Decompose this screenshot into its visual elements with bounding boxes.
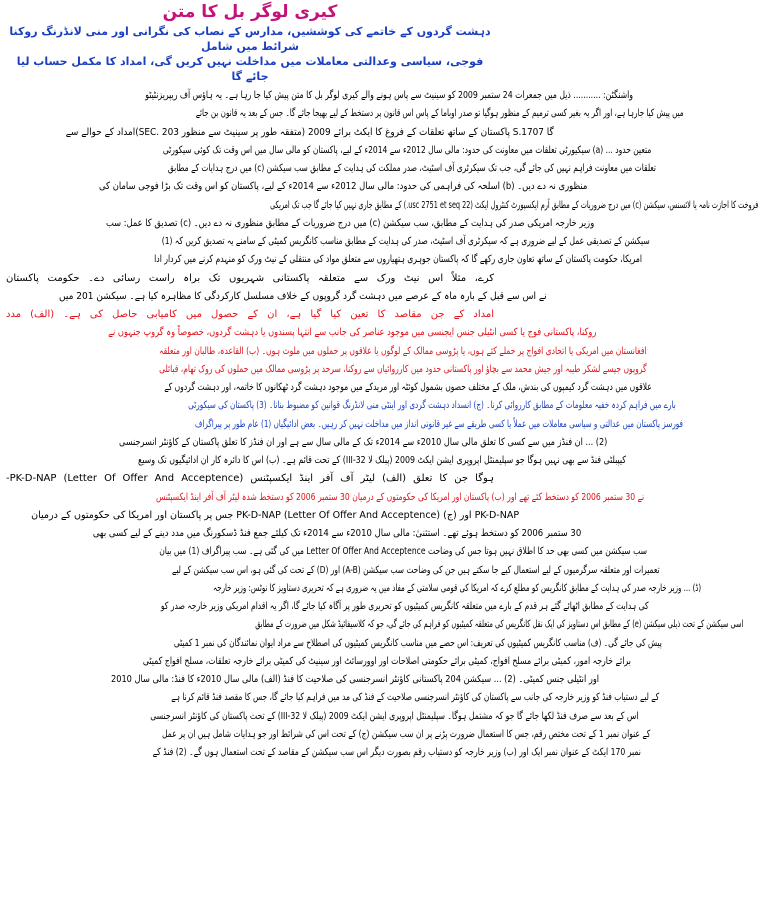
body-line [6,306,494,324]
body-line-text [174,635,662,653]
body-line-text [188,397,676,415]
body-text-segment: نے اس سے قبل کے بارہ ماہ کے عرصے میں دہشت گرد گروپوں کے خلاف مسلسل کارکردگی کا مظاہرہ کیا ہے۔ سیکشن 201 میں [58,290,547,302]
body-text-segment: (ڈ) ... وزیر خارجہ صدر کی ہدایت کے مطابق کانگریس کو مطلع کرے کہ امریکا کی قومی سلامتی کے مفاد میں یہ ضروری ہے کہ تحریری دستاویز کا نوٹس: وزیر خارجہ [213,582,702,594]
body-line [6,489,645,507]
body-line-text [106,215,594,233]
body-line [6,562,660,580]
body-line [6,288,547,306]
page-title: کیری لوگر بل کا متن [162,2,338,22]
body-text-segment: فروخت کا اجازت نامہ یا لائسنس، سیکشن (c) میں درج ضروریات کے مطابق آرم ایکسپورٹ کنٹرول ایکٹ (22 usc 2751 et seq.) کے مطابق جاری نہیں کیا جائے گا جب تک امریکی [270,199,758,211]
body-line [6,525,582,543]
body-line-text [159,543,647,561]
body-text-segment: فورسز پاکستان میں عدالتی و سیاسی معاملات میں عملاً یا کسی طریقے سے غیر قانونی انداز میں مداخلت نہیں کر رہیں۔ بعض ادائیگیاں (1) عام طور پر پیراگراف [194,418,683,430]
body-text-segment: (2) ... ان فنڈز میں سے کسی کا تعلق مالی سال 2010ء سے 2014ء تک کے مالی سال سے ہے اور ان فنڈز کا تعلق پاکستان کے کاؤنٹر انسرجنسی [119,436,608,448]
body-line-text [195,416,683,434]
body-text-segment: 30 ستمبر 2006 کو دستخط ہوئے تھے۔ استثنیٰ: مالی سال 2010ء سے 2014ء تک کیلئے جمع فنڈ ڈسکورنگ میں مدد دینے کے لیے کسی بھی [92,528,582,539]
body-line [6,708,639,726]
body-line [6,233,650,251]
subtitle-line-1: دہشت گردوں کے خاتمے کی کوششیں، مدارس کے نصاب کی نگرانی اور منی لانڈرنگ روکنا شرائط میں شامل [9,25,491,53]
body-text-segment: کرے، مثلاً اس نیٹ ورک سے متعلقہ پاکستانی شہریوں تک براہ راست رسائی دے۔ حکومت پاکستان [6,272,494,284]
body-line [6,598,649,616]
body-line-text [93,525,581,543]
body-line-text [213,580,701,598]
body-line [6,507,520,525]
body-text-segment: علاقوں میں دہشت گرد کیمپوں کی بندش، ملک کے مختلف حصوں بشمول کوئٹہ اور مریدکے میں موجود دہشت گرد ٹھکانوں کا خاتمہ، اور دہشت گردوں کے [164,382,652,393]
body-line [6,452,626,470]
body-text-segment: پیش کی جائے گی۔ (ف) مناسب کانگریس کمیٹیوں کی تعریف: اس حصے میں مناسب کانگریس کمیٹیوں کی اصطلاح سے مراد ایوان نمائندگان کی نمبر 1 کمیٹی [173,637,662,649]
body-text-segment: اسی سیکشن کے تحت ذیلی سیکشن (e) کے مطابق اس دستاویز کی ایک نقل کانگریس کی متعلقہ کمیٹیوں کو فراہم کی جائے گی، جو کہ کلاسیفائیڈ شکل میں ضرورت کے مطابق [255,619,744,631]
body-text-segment: تعمیرات اور متعلقہ سرگرمیوں کے لیے استعمال کیے جا سکتے ہیں جن کی وضاحت سب سیکشن (A-B) اور (D) کے تحت کی گئی ہو، اس سب سیکشن کے لیے [172,564,660,576]
body-line-text [159,361,646,379]
body-line-text [162,233,650,251]
body-text-segment: ہوگا جن کا تعلق (الف) لیٹر آف آفر اینڈ ایکسپٹنس (Letter Of Offer And Acceptence) PK-D-NAP- [6,473,494,485]
body-line-text [153,744,641,762]
body-line [6,251,642,269]
body-line-text [145,87,633,105]
body-line [6,124,554,142]
body-line-text [108,324,596,342]
body-text-segment: امداد کے جن مقاصد کا تعین کیا گیا ہے، ان کے حصول میں کامیابی حاصل کی ہے۔ (الف) مدد [6,309,494,320]
body-text-segment: PK-D-NAP اور (ج) PK-D-NAP (Letter Of Offer And Acceptence) جس پر پاکستان اور امریکا کی حکومتوں کے درمیان [31,509,520,521]
body-line [6,580,702,598]
body-text-segment: تعلقات میں معاونت فراہم نہیں کی جائے گی، جب تک سیکرٹری آف اسٹیٹ، صدر مملکت کی ہدایت کے مطابق سب سیکشن (c) میں درج ہدایات کے مطابق [167,163,657,174]
body-line [6,270,494,288]
body-line [6,160,657,178]
body-text-segment: کے لیے دستیاب فنڈ کو وزیر خارجہ کی جانب سے پاکستان کی کاؤنٹر انسرجنسی صلاحیت کے فنڈ کی مد میں فراہم کیا جائے گا، جس کا مقصد فنڈ قائم کرنا ہے [171,692,660,704]
body-text-segment: منظوری نہ دے دیں۔ (b) اسلحہ کی فراہمی کی حدود: مالی سال 2012ء سے 2014ء کے لیے، پاکستان کو اس وقت تک بڑا فوجی سامان کی [99,181,588,193]
body-text-segment: سب سیکشن میں کسی بھی حد کا اطلاق نہیں ہوتا جس کی وضاحت Letter Of Offer And Acceptence میں کی گئی ہے۔ سب پیراگراف (1) میں بیان [159,546,647,558]
body-text-segment: کیپبلٹی فنڈ سے بھی نہیں ہوگا جو سپلیمنٹل اپروپری ایشن ایکٹ 2009 (پبلک لا III-32) کے تحت قائم ہے۔ (ب) اس کا دائرہ کار ان ادائیگیوں تک وسیع [138,455,626,466]
body-text-segment: کی ہدایت کے مطابق اٹھائے گئے ہر قدم کے بارے میں متعلقہ کانگریس کمیٹیوں کو تحریری طور پر آگاہ کیا جائے گا، اگر یہ اقدام امریکی وزیر خارجہ صدر کو [160,601,649,612]
body-line-text [119,434,607,452]
body-line [6,197,758,215]
body-line [6,178,588,196]
body-line-text [255,616,743,634]
body-line [6,324,597,342]
body-line [6,105,684,123]
body-text-segment: برائے خارجہ امور، کمیٹی برائے مسلح افواج، کمیٹی برائے حکومتی اصلاحات اور اوورسائٹ اور سینیٹ کی کمیٹی برائے خارجہ تعلقات، مسلح افواج کمیٹی [142,655,631,667]
body-line-text [168,160,656,178]
body-line [6,616,744,634]
body-line [6,87,634,105]
body-line [6,397,676,415]
body-line-text [164,379,652,397]
body-line-text [66,124,554,142]
body-text-segment: متعین حدود ... (a) سیکیورٹی تعلقات میں معاونت کی حدود: مالی سال 2012ء سے 2014ء کے لیے، پاکستان کو مالی سال میں اس وقت تک کوئی سیکورٹی [162,144,652,156]
body-text-segment: گا 1707.S پاکستان کے ساتھ تعلقات کے فروغ کا ایکٹ برائے 2009 (متفقہ طور پر سینیٹ سے منظور SEC. 203)امداد کے حوالے سے [65,126,554,138]
body-line-text [162,726,650,744]
body-line-text [111,671,599,689]
body-line [6,671,600,689]
body-line-text [270,197,758,215]
body-line-text [31,507,519,525]
body-text-segment: کے عنوان نمبر 1 کے تحت مختص رقم، جس کا استعمال ضرورت پڑنے پر ان سب سیکشن (ج) کے تحت اس کی شرائط اور جو ہدایات شامل ہیں ان پر عمل [161,728,651,740]
body-text-segment: واشنگٹن: ........... ذیل میں جمعرات 24 ستمبر 2009 کو سینیٹ سے پاس ہونے والے کیری لوگر بل کا متن پیش کیا جا رہا ہے۔ یہ ہاؤس آف ریپریزنٹیٹو [145,90,634,101]
body-line [6,726,651,744]
body-line [6,543,647,561]
body-line-text [138,452,626,470]
body-line [6,416,683,434]
body-line-text [143,653,631,671]
body-line-text [161,598,649,616]
body-text-segment: افغانستان میں امریکی یا اتحادی افواج پر حملے کئے ہوں، یا پڑوسی ممالک کے لوگوں یا علاقوں پر حملوں میں ملوث ہوں۔ (ب) القاعدہ، طالبان اور متعلقہ [159,345,647,357]
subtitle-line-2: فوجی، سیاسی وعدالتی معاملات میں مداخلت نہیں کریں گی، امداد کا مکمل حساب لیا جائے گا [16,55,484,83]
body-line [6,142,652,160]
body-line [6,379,652,397]
body-text-segment: میں پیش کیا جارہا ہے، اور اگر یہ بغیر کسی ترمیم کے منظور ہوگیا تو صدر اوباما کے پاس اس قانون پر دستخط کے لیے بھیجا جائے گا۔ جس کے بعد یہ قانون بن جائے [195,108,684,120]
body-line [6,470,494,488]
body-line-text [163,142,652,160]
body-line [6,434,608,452]
body-text-segment: اس کے بعد سے صرف فنڈ لکھا جائے گا جو کہ مشتمل ہوگا۔ سپلیمنٹل اپروپری ایشن ایکٹ 2009 (پبلک لا III-32) کے تحت پاکستان کی کاؤنٹر انسرجنسی [150,710,639,722]
body-text-segment: روکنا، پاکستانی فوج یا کسی انٹیلی جنس ایجنسی میں موجود عناصر کی جانب سے انتہا پسندوں یا دہشت گردوں، خصوصاً وہ گروپ جنہوں نے [108,327,597,339]
body-line [6,653,631,671]
body-line-text [99,178,587,196]
body-line [6,215,595,233]
body-line [6,689,660,707]
body-line-text [159,343,647,361]
body-line-text [171,689,659,707]
body-line-text [59,288,547,306]
body-line [6,361,647,379]
body-text-segment: امریکا، حکومت پاکستان کے ساتھ تعاون جاری رکھے گا کہ پاکستان جوہری ہتھیاروں سے متعلق مواد کی منتقلی کے نیٹ ورک کو منہدم کرنے میں کردار ادا [154,254,642,266]
body-line-text [154,251,642,269]
article-body [6,87,758,762]
body-text-segment: اور انٹیلی جنس کمیٹی۔ (2) ... سیکشن 204 پاکستانی کاؤنٹر انسرجنسی کی صلاحیت کا فنڈ (الف) مالی سال 2010ء کا فنڈ: مالی سال 2010 [110,674,600,685]
body-line-text [172,562,660,580]
body-text-segment: گروپوں جیسے لشکر طیبہ اور جیش محمد سے بچاؤ اور پاکستانی حدود میں کارروائیاں سے روکنا، سرحد پر پڑوسی ممالک میں حملوں کی روک تھام، قبائلی [159,363,647,375]
body-text-segment: وزیر خارجہ امریکی صدر کی ہدایت کے مطابق، سب سیکشن (c) میں درج ضروریات کے مطابق منظوری نہ دے دیں۔ (c) تصدیق کا عمل: سب [105,217,595,229]
body-text-segment: نمبر 170 ایکٹ کے عنوان نمبر ایک اور (ب) وزیر خارجہ کو دستیاب رقم بصورت دیگر اس سب سیکشن کے مقاصد کے تحت استعمال ہوں گے۔ (2) فنڈ کے [152,747,641,758]
body-line [6,343,647,361]
body-text-segment: سیکشن کے تصدیقی عمل کے لیے ضروری ہے کہ سیکرٹری آف اسٹیٹ، صدر کی ہدایت کے مطابق مناسب کانگریس کمیٹی کے سامنے یہ تصدیق کریں کہ (1) [161,236,650,247]
body-text-segment: نے 30 ستمبر 2006 کو دستخط کئے تھے اور (ب) پاکستان اور امریکا کی حکومتوں کے درمیان 30 ستمبر 2006 کو دستخط شدہ لیٹر آف آفر اینڈ ایکسپٹنس [155,491,645,503]
body-line [6,635,662,653]
body-line [6,744,641,762]
body-line-text [196,105,684,123]
body-line-text [150,708,638,726]
body-text-segment: بارے میں فراہم کردہ خفیہ معلومات کے مطابق کارروائی کرنا۔ (ج) انسداد دہشت گردی اور اینٹی منی لانڈرنگ قوانین کو مضبوط بنانا۔ (3) پاکستان کی سیکورٹی [188,400,676,412]
body-line-text [156,489,644,507]
